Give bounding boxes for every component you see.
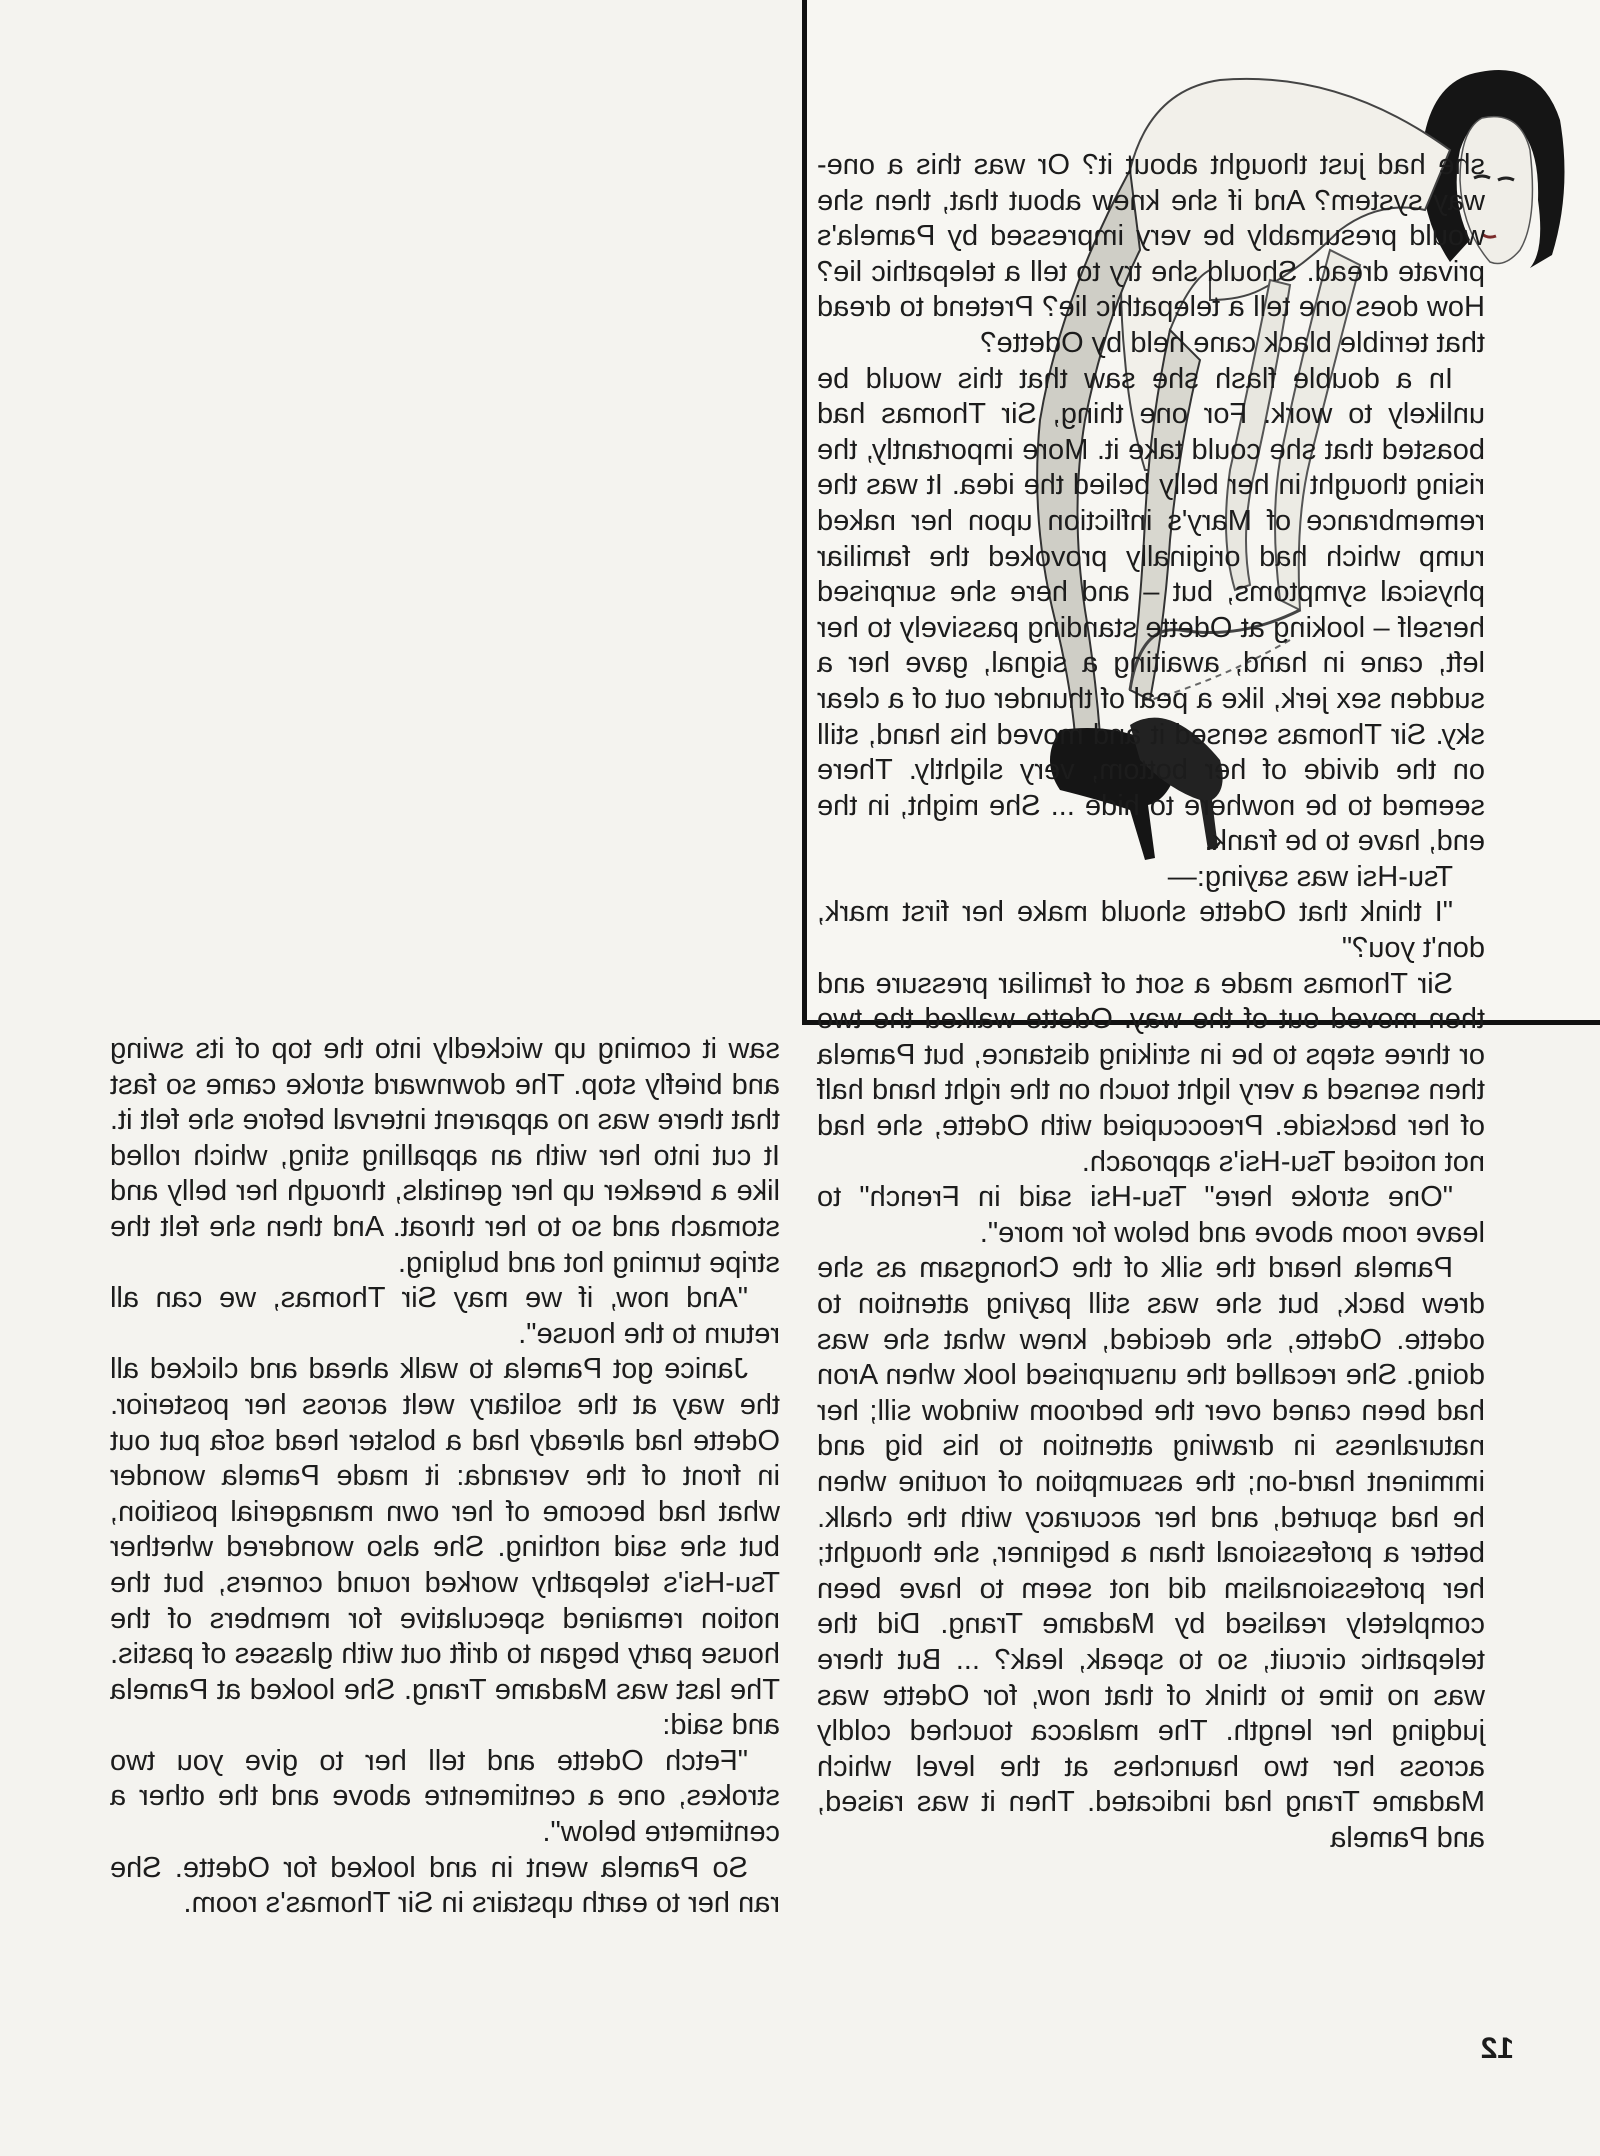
paragraph: "One stroke here" Tsu-Hsi said in French" to leave room above and below for more".	[817, 1181, 1485, 1249]
paragraph: Tsu-Hsi was saying:—	[1167, 860, 1453, 893]
paragraph: saw it coming up wickedly into the top of its swing and briefly stop. The downward stroke came so fast that there was no apparent interval before she felt it. It cut into her with an appalling sting, which rolled like a breaker up her genitals, through her belly and stomach and so to her throat. And then she felt the stripe turning hot and bulging.	[110, 1033, 780, 1279]
paragraph: Sir Thomas made a sort of familiar pressure and then moved out of the way. Odette walked the two or three steps to be in striking distance, but Pamela then sensed a very light touch on the right hand half of her backside. Preoccupied with Odette, she had not noticed Tsu-Hsi's approach.	[817, 967, 1485, 1178]
paragraph: Pamela heard the silk of the Chongsam as she drew back, but she was still paying attention to odette. Odette, she decided, knew what she was doing. She recalled the unsurprised look when Aron had been caned over the bedroom window sill; her naturalness in drawing attention to his big and imminent hard-on; the assumption of routine when he had spurted, and her accuracy with the chalk. better a professional than a beginner, she thought; her professionalism did not seem to have been completely realised by Madame Trang. Did the telepathic circuit, so to speak, leak? ... But there was no time to think of that now, for Odette was judging her length. The malacca touched coldly across her two haunches at the level which Madame Trang had indicated. Then it was raised, and Pamela	[817, 1252, 1485, 1854]
paragraph: "Fetch Odette and tell her to give you two strokes, one a centimentre above and the other a centimetre below".	[110, 1744, 780, 1849]
paragraph: she had just thought about it? Or was this a one-way system? And if she knew about that, then she would presumably be very impressed by Pamela's private dread. Should she try to tell a telepathic lie? How does one tell a telepathic lie? Pretend to dread that terrible black cane held by Odette?	[817, 149, 1485, 359]
text-column-lower	[110, 1032, 780, 1922]
text-column-upper	[817, 148, 1485, 1857]
page-number: 12	[1480, 2032, 1514, 2065]
paragraph: "I think that Odette should make her first mark, don't you?"	[817, 896, 1485, 965]
paragraph: Janice got Pamela to walk ahead and clicked all the way at the solitary welt across her posterior. Odette had already had a bolster head sofa put out in front of the veranda: it made Pamela wonder what had become of her own managerial position, but she said nothing. She also wondered whether Tsu-Hsi's telepathy worked round corners, but the notion remained speculative for members of the house party began to drift out with glasses of pastis. The last was Madame Trang. She looked at Pamela and said:	[110, 1353, 780, 1742]
paragraph: "And now, if we may Sir Thomas, we can all return to the house".	[110, 1282, 780, 1350]
paragraph: So Pamela went in and looked for Odette. She ran her to earth upstairs in Sir Thomas's room.	[110, 1851, 780, 1920]
paragraph: In a double flash she saw that this would be unlikely to work. For one thing, Sir Thomas had boasted that she could take it. More importantly, the rising thought in her belly belied the idea. It was the remembrance of Mary's infliction upon her naked rump which had originally provoked the familiar physical symptoms, but – and here she surprised herself – looking at Odette standing passively to her left, cane in hand, awaiting a signal, gave her a sudden sex jerk, like a peal of thunder out of a clear sky. Sir Thomas sensed it and moved his hand, still on the divide of her bottom, very slightly. There seemed to be nowhere to hide ... She might, in the end, have to be frank.	[817, 362, 1485, 858]
